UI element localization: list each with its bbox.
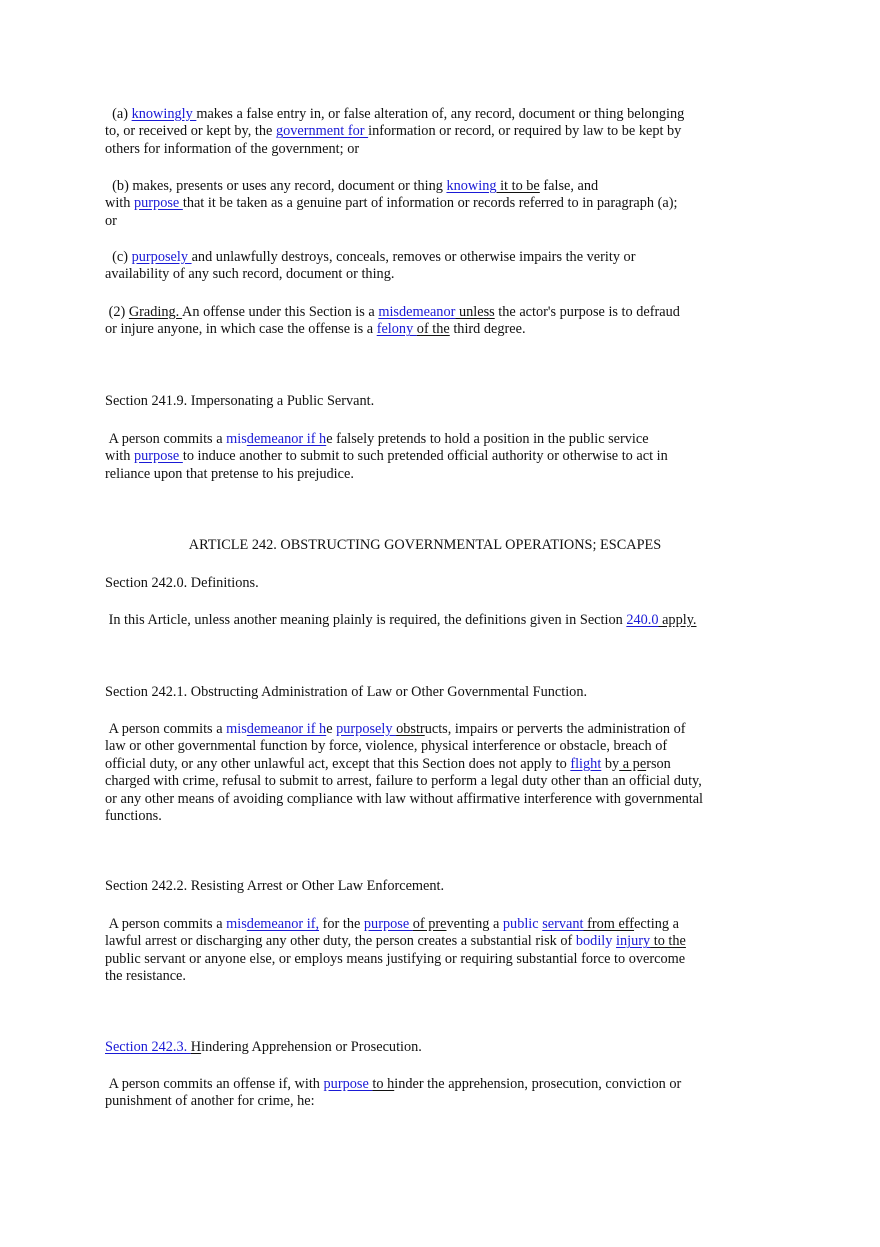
section-242-0-heading: Section 242.0. Definitions. [105,575,259,591]
link-flight[interactable]: flight [570,755,602,772]
grading-label: Grading. [128,304,183,320]
link-knowing[interactable]: knowing [446,178,497,194]
section-242-3-body: A person commits an offense if, with purpose to hinder the apprehension, prosecution, conviction or punishment of another for crime, he: [105,1076,682,1110]
link-section-242-3[interactable]: Section 242.3. [105,1039,191,1055]
section-242-1-body: A person commits a misdemeanor if he purposely obstructs, impairs or perverts the administration of law or other governmental function by force, violence, physical interference or obstacle, breach of official duty, or any other unlawful act, except that this Section does not apply to flight by a person charged with crime, refusal to submit to arrest, failure to perform a legal duty other than an official duty, or any other means of avoiding compliance with law without affirmative interference with governmental functions. [105,721,704,825]
link-government[interactable]: government for [275,123,369,140]
link-public-servant[interactable]: servant [542,916,584,932]
section-242-0-body: In this Article, unless another meaning plainly is required, the definitions given in Section 240.0 apply. [108,612,697,628]
section-242-1-heading: Section 242.1. Obstructing Administration of Law or Other Governmental Function. [105,684,588,700]
paragraph-c: (c) purposely and unlawfully destroys, conceals, removes or otherwise impairs the verity or availability of any such record, document or thing. [105,249,636,283]
section-242-3-heading: Section 242.3. Hindering Apprehension or Prosecution. [105,1039,422,1055]
paragraph-grading: (2) Grading. An offense under this Section is a misdemeanor unless the actor's purpose is to defraud or injure anyone, in which case the offense is a felony of the third degree. [105,304,680,338]
article-heading: ARTICLE 242. OBSTRUCTING GOVERNMENTAL OPERATIONS; ESCAPES [188,537,662,553]
link-bodily-injury[interactable]: injury [616,933,651,950]
link-misdemeanor[interactable]: misdemeanor [378,304,456,320]
section-241-9-heading: Section 241.9. Impersonating a Public Servant. [105,393,375,409]
link-section-240-0[interactable]: 240.0 [626,612,659,628]
section-241-9-body: A person commits a misdemeanor if he falsely pretends to hold a position in the public service with purpose to induce another to submit to such pretended official authority or otherwise to act in reliance upon that pretense to his prejudice. [105,431,668,482]
link-felony[interactable]: felony [376,321,417,338]
link-purpose[interactable]: purpose [363,916,413,932]
section-242-2-heading: Section 242.2. Resisting Arrest or Other Law Enforcement. [105,878,445,894]
paragraph-a: (a) knowingly makes a false entry in, or false alteration of, any record, document or thing belonging to, or received or kept by, the government for information or record, or required by law to be kept by others for information of the government; or [105,106,685,157]
link-misdemeanor[interactable]: demeanor if h [246,721,327,737]
paragraph-b: (b) makes, presents or uses any record, document or thing knowing it to be false, and with purpose that it be taken as a genuine part of information or records referred to in paragraph (a); or [105,178,678,229]
link-purposely[interactable]: purposely [131,249,192,265]
link-misdemeanor[interactable]: demeanor if h [246,431,327,447]
section-242-2-body: A person commits a misdemeanor if, for the purpose of preventing a public servant from effecting a lawful arrest or discharging any other duty, the person creates a substantial risk of bodily injury to the public servant or anyone else, or employs means justifying or requiring substantial force to overcome the resistance. [105,916,686,985]
link-knowingly[interactable]: knowingly [131,106,197,122]
link-misdemeanor[interactable]: demeanor if, [246,916,320,932]
link-purpose[interactable]: purpose [134,195,183,212]
link-purpose[interactable]: purpose [323,1076,373,1092]
link-purpose[interactable]: purpose [134,448,183,465]
link-purposely[interactable]: purposely [336,721,397,737]
